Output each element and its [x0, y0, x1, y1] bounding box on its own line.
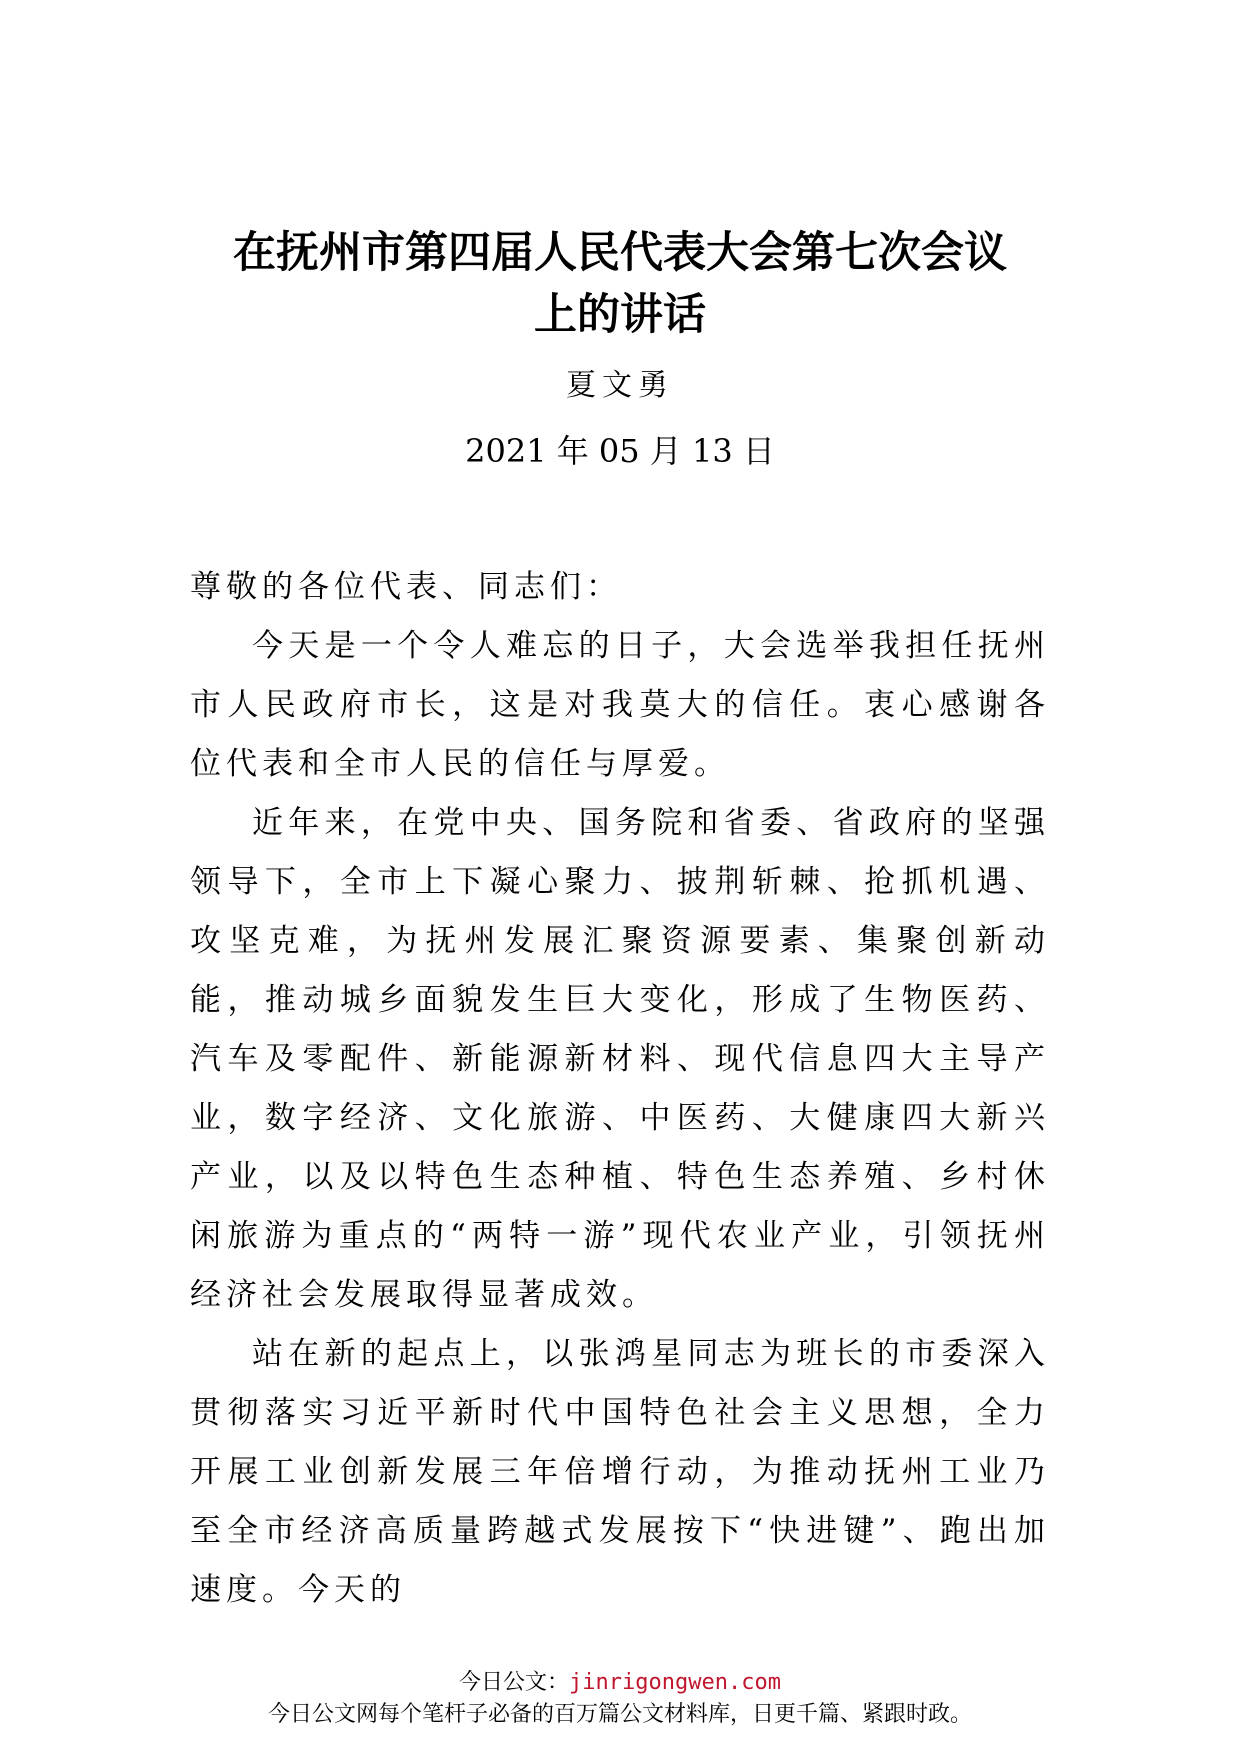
footer-site-url[interactable]: jinrigongwen.com [569, 1670, 781, 1695]
footer-site-line [0, 1668, 1240, 1698]
footer-site-label: 今日公文： [459, 1670, 570, 1695]
speech-date: 2021 年 05 月 13 日 [465, 432, 775, 470]
document-title [180, 222, 1060, 346]
footer-slogan: 今日公文网每个笔杆子必备的百万篇公文材料库，日更千篇、紧跟时政。 [267, 1702, 972, 1727]
salutation: 尊敬的各位代表、同志们： [190, 569, 622, 605]
title-line-1: 在抚州市第四届人民代表大会第七次会议 [233, 228, 1007, 278]
title-line-2: 上的讲话 [534, 290, 706, 340]
paragraph-1: 今天是一个令人难忘的日子，大会选举我担任抚州市人民政府市长，这是对我莫大的信任。衷心感谢各位代表和全市人民的信任与厚爱。 [190, 628, 1050, 782]
paragraph-3: 站在新的起点上，以张鸿星同志为班长的市委深入贯彻落实习近平新时代中国特色社会主义思想，全力开展工业创新发展三年倍增行动，为推动抚州工业乃至全市经济高质量跨越式发展按下“快进键”、跑出加速度。今天的 [190, 1336, 1050, 1608]
page-footer [0, 1668, 1240, 1732]
speech-body [190, 558, 1050, 1620]
author-name: 夏文勇 [566, 368, 674, 403]
paragraph-2: 近年来，在党中央、国务院和省委、省政府的坚强领导下，全市上下凝心聚力、披荆斩棘、抢抓机遇、攻坚克难，为抚州发展汇聚资源要素、集聚创新动能，推动城乡面貌发生巨大变化，形成了生物医药、汽车及零配件、新能源新材料、现代信息四大主导产业，数字经济、文化旅游、中医药、大健康四大新兴产业，以及以特色生态种植、特色生态养殖、乡村休闲旅游为重点的“两特一游”现代农业产业，引领抚州经济社会发展取得显著成效。 [190, 805, 1050, 1313]
